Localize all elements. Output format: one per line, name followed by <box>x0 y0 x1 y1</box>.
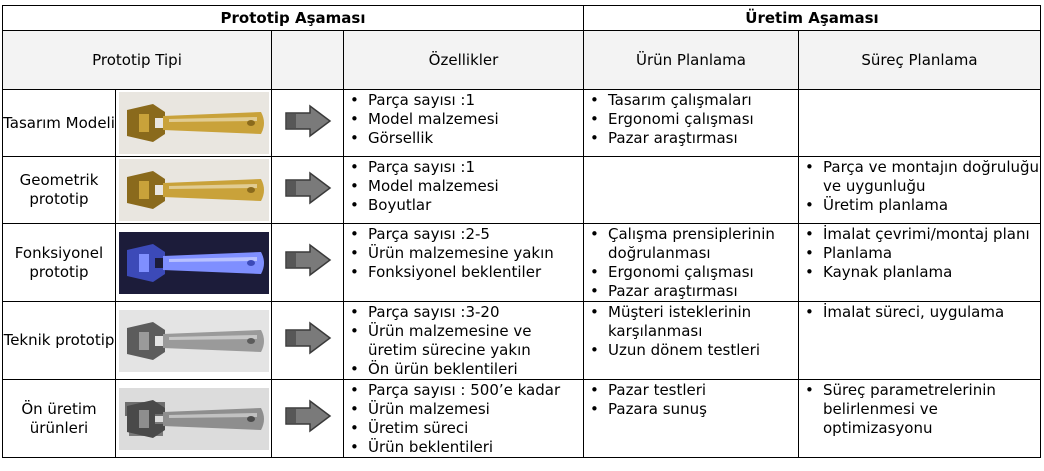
process-planning-cell <box>799 90 1041 157</box>
table-row <box>3 380 1041 458</box>
arrow-cell <box>272 380 344 458</box>
col-process-planning: Süreç Planlama <box>799 31 1041 90</box>
list-item: • Üretim süreci <box>344 419 583 438</box>
col-features: Özellikler <box>344 31 584 90</box>
prototype-image <box>116 302 272 380</box>
list-item: • Pazar testleri <box>584 381 798 400</box>
arrow-cell <box>272 157 344 224</box>
list-item: • Parça sayısı :3-20 <box>344 303 583 322</box>
right-arrow-icon <box>284 104 332 138</box>
production-phase-header: Üretim Aşaması <box>584 6 1041 31</box>
prototype-image <box>116 157 272 224</box>
prototype-image <box>116 224 272 302</box>
features-cell <box>344 302 584 380</box>
list-item: • Parça sayısı : 500’e kadar <box>344 381 583 400</box>
list-item: • Görsellik <box>344 129 583 148</box>
product-planning-list <box>584 91 798 148</box>
wrench-icon <box>119 92 269 154</box>
prototype-table <box>2 5 1041 458</box>
list-item: • İmalat süreci, uygulama <box>799 303 1040 322</box>
table-row <box>3 157 1041 224</box>
list-item: • Kaynak planlama <box>799 263 1040 282</box>
product-planning-cell <box>584 380 799 458</box>
product-planning-cell <box>584 302 799 380</box>
list-item: • Parça sayısı :1 <box>344 91 583 110</box>
list-item: • Pazar araştırması <box>584 129 798 148</box>
right-arrow-icon <box>284 243 332 277</box>
prototype-type-label: Ön üretim ürünleri <box>3 380 116 458</box>
list-item: • Parça sayısı :2-5 <box>344 225 583 244</box>
list-item: • Pazara sunuş <box>584 400 798 419</box>
wrench-icon <box>119 159 269 221</box>
product-planning-list <box>584 225 798 301</box>
product-planning-list <box>584 381 798 419</box>
list-item: • Ürün malzemesine ve üretim sürecine yakın <box>344 322 583 360</box>
features-list <box>344 91 583 148</box>
list-item: • Uzun dönem testleri <box>584 341 798 360</box>
list-item: • Boyutlar <box>344 196 583 215</box>
list-item: • İmalat çevrimi/montaj planı <box>799 225 1040 244</box>
right-arrow-icon <box>284 399 332 433</box>
col-arrow-spacer <box>272 31 344 90</box>
list-item: • Süreç parametrelerinin belirlenmesi ve optimizasyonu <box>799 381 1040 438</box>
prototype-type-label: Geometrik prototip <box>3 157 116 224</box>
wrench-icon <box>119 388 269 450</box>
list-item: • Müşteri isteklerinin karşılanması <box>584 303 798 341</box>
list-item: • Ergonomi çalışması <box>584 110 798 129</box>
product-planning-cell <box>584 224 799 302</box>
table-row <box>3 90 1041 157</box>
features-cell <box>344 224 584 302</box>
prototype-image <box>116 380 272 458</box>
process-planning-list <box>799 381 1040 438</box>
col-product-planning: Ürün Planlama <box>584 31 799 90</box>
list-item: • Planlama <box>799 244 1040 263</box>
arrow-cell <box>272 90 344 157</box>
process-planning-cell <box>799 302 1041 380</box>
process-planning-cell <box>799 224 1041 302</box>
list-item: • Ürün malzemesi <box>344 400 583 419</box>
list-item: • Parça ve montajın doğruluğu ve uygunluğu <box>799 158 1040 196</box>
product-planning-cell <box>584 157 799 224</box>
right-arrow-icon <box>284 171 332 205</box>
features-cell <box>344 380 584 458</box>
list-item: • Fonksiyonel beklentiler <box>344 263 583 282</box>
features-list <box>344 158 583 215</box>
features-list <box>344 303 583 379</box>
right-arrow-icon <box>284 321 332 355</box>
product-planning-list <box>584 303 798 360</box>
prototype-image <box>116 90 272 157</box>
process-planning-list <box>799 303 1040 322</box>
process-planning-cell <box>799 157 1041 224</box>
table-body <box>3 90 1041 458</box>
prototype-type-label: Fonksiyonel prototip <box>3 224 116 302</box>
product-planning-cell <box>584 90 799 157</box>
features-cell <box>344 157 584 224</box>
table-row <box>3 302 1041 380</box>
process-planning-cell <box>799 380 1041 458</box>
list-item: • Tasarım çalışmaları <box>584 91 798 110</box>
table-row <box>3 224 1041 302</box>
list-item: • Ergonomi çalışması <box>584 263 798 282</box>
prototype-phase-header: Prototip Aşaması <box>3 6 584 31</box>
list-item: • Parça sayısı :1 <box>344 158 583 177</box>
features-list <box>344 381 583 457</box>
list-item: • Pazar araştırması <box>584 282 798 301</box>
process-planning-list <box>799 225 1040 282</box>
col-prototype-type: Prototip Tipi <box>3 31 272 90</box>
list-item: • Model malzemesi <box>344 110 583 129</box>
list-item: • Çalışma prensiplerinin doğrulanması <box>584 225 798 263</box>
prototype-type-label: Tasarım Modeli <box>3 90 116 157</box>
arrow-cell <box>272 224 344 302</box>
list-item: • Ürün malzemesine yakın <box>344 244 583 263</box>
prototype-type-label: Teknik prototip <box>3 302 116 380</box>
features-list <box>344 225 583 282</box>
wrench-icon <box>119 232 269 294</box>
features-cell <box>344 90 584 157</box>
process-planning-list <box>799 158 1040 215</box>
list-item: • Üretim planlama <box>799 196 1040 215</box>
list-item: • Model malzemesi <box>344 177 583 196</box>
arrow-cell <box>272 302 344 380</box>
wrench-icon <box>119 310 269 372</box>
list-item: • Ürün beklentileri <box>344 438 583 457</box>
list-item: • Ön ürün beklentileri <box>344 360 583 379</box>
